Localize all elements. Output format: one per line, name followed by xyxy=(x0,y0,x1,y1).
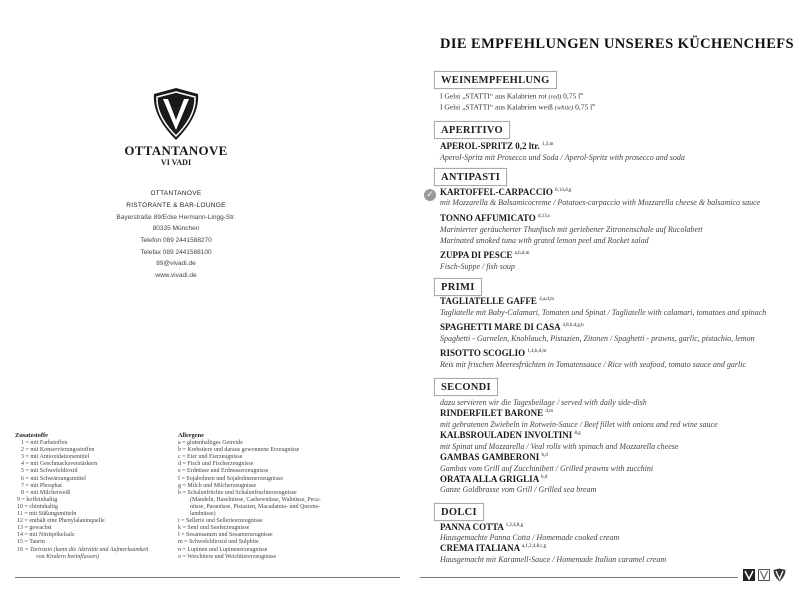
wine-item xyxy=(440,91,583,101)
dish-name xyxy=(440,213,550,223)
allergen-codes: 8,g xyxy=(574,431,581,436)
additive-item: 15 = Taurin xyxy=(17,539,45,546)
contact-line: 80335 München xyxy=(152,225,200,232)
contact-line: Telefon 089 2441588270 xyxy=(140,237,212,244)
additive-item: 3 = mit Antioxidationsmittel xyxy=(21,454,90,461)
additive-item: 7 = mit Phosphat xyxy=(21,482,62,489)
allergen-codes: b,d xyxy=(540,475,548,480)
shield-logo-icon xyxy=(150,86,202,142)
contact-line: Bayerstraße 89/Ecke Hermann-Lingg-Str. xyxy=(116,214,236,221)
dish-title: CREMA ITALIANA xyxy=(440,543,520,553)
allergen-item: nüsse, Paranüsse, Pistazien, Macadamia- und Queens- xyxy=(190,503,320,510)
contact-line: RISTORANTE & BAR-LOUNGE xyxy=(126,202,226,209)
dish-title: ORATA ALLA GRIGLIA xyxy=(440,474,539,484)
section-header: APERITIVO xyxy=(434,121,510,139)
dish-name xyxy=(440,430,581,440)
dish-title: SPAGHETTI MARE DI CASA xyxy=(440,322,561,332)
dish-name xyxy=(440,543,546,553)
allergen-item: i = Sellerie und Sellerieerzeugnisse xyxy=(178,518,263,525)
wine-text: (red) xyxy=(548,93,562,101)
dish-description: Tagliatelle mit Baby-Calamari, Tomaten und Spinat / Tagliatelle with calamari, tomatoes and spinach xyxy=(440,308,767,317)
additives-title: Zusatzstoffe xyxy=(15,432,48,439)
allergen-codes: b,d xyxy=(541,453,548,458)
dish-description: Hausgemachte Panna Cotta / Homemade cooked cream xyxy=(440,533,620,542)
dish-description: mit Mozzarella & Balsamicocreme / Potatoes-carpaccio with Mozzarella cheese & balsamico sauce xyxy=(440,198,761,207)
dish-name xyxy=(440,474,547,484)
additive-item: 13 = gewachst xyxy=(17,525,52,532)
additive-item: 6 = mit Schwärzungsmittel xyxy=(21,475,86,482)
additive-item: 1 = mit Farbstoffen xyxy=(21,440,68,446)
allergen-item: o = Weichtiere und Weichtiererzeugnisse xyxy=(178,553,277,560)
dish-name xyxy=(440,250,529,260)
allergen-codes: 1,4,b,d,m xyxy=(527,349,547,354)
allergen-item: m = Schwefeldioxid und Sulphite xyxy=(178,539,259,546)
wine-text: m xyxy=(580,91,584,96)
dish-name xyxy=(440,522,523,532)
dish-name xyxy=(440,452,548,462)
allergen-item: n = Lupinen und Lupinenerzeugnisse xyxy=(178,546,268,553)
divider xyxy=(15,577,400,578)
wine-text: 0,75 l xyxy=(573,102,593,112)
logo-dark-square-icon xyxy=(743,569,755,581)
contact-line: OTTANTANOVE xyxy=(150,190,202,197)
allergen-item: d = Fisch und Fischerzeugnisse xyxy=(178,461,254,468)
dish-title: KALBSROULADEN INVOLTINI xyxy=(440,430,573,440)
dish-title: TONNO AFFUMICATO xyxy=(440,213,536,223)
additive-item: 11 = mit Süßungsmitteln xyxy=(17,511,77,517)
dish-description: Hausgemacht mit Karamell-Sauce / Homemade Italian caramel cream xyxy=(440,555,667,564)
wine-text: I Gelsi „STATTI“ aus Kalabrien rot xyxy=(440,91,549,101)
additive-item: 16 = Tartrazin (kann die Aktivität und Aufmerksamkeit xyxy=(17,546,149,553)
wine-text: (white) xyxy=(554,104,574,112)
allergen-codes: d,13,s xyxy=(538,214,550,219)
allergen-codes: 8,14,d,g xyxy=(555,188,572,193)
dish-name xyxy=(440,141,553,151)
allergen-codes: 4,8,b,d,g,h xyxy=(562,323,584,328)
dish-description: Marinated smoked tuna with grated lemon peel and Rocket salad xyxy=(440,236,649,245)
dish-title: TAGLIATELLE GAFFE xyxy=(440,296,537,306)
allergen-codes: 1,3,m xyxy=(541,142,554,147)
allergen-item: a = glutenhaltiges Getreide xyxy=(178,440,243,446)
section-header: WEINEMPFEHLUNG xyxy=(434,71,557,89)
wine-text: m xyxy=(592,102,596,107)
allergens-title: Allergene xyxy=(178,432,204,439)
dish-name xyxy=(440,408,553,418)
section-header: SECONDI xyxy=(434,378,498,396)
additive-item: 12 = enthält eine Phenylalaninquelle xyxy=(17,518,105,525)
allergen-item: (Mandeln, Haselnüsse, Cashewnüsse, Walnüsse, Peca- xyxy=(190,496,321,503)
dish-description: mit Spinat und Mozzarella / Veal rolls with spinach and Mozzarella cheese xyxy=(440,442,679,451)
dish-title: APEROL-SPRITZ 0,2 ltr. xyxy=(440,141,540,151)
wine-text: I Gelsi „STATTI“ aus Kalabrien weiß xyxy=(440,102,555,112)
dish-name xyxy=(440,322,584,332)
contact-line: Telefax 089 2441588100 xyxy=(140,249,212,256)
dish-name xyxy=(440,348,546,358)
allergen-codes: 4,a,d,m xyxy=(539,297,555,302)
dish-description: mit gebratenen Zwiebeln in Rotwein-Sauce / Beef fillet with onions and red wine sauce xyxy=(440,420,718,429)
allergen-item: g = Milch und Milcherzeugnisse xyxy=(178,482,257,489)
wine-text: 0,75 l xyxy=(561,91,581,101)
additive-item: 5 = mit Schwefeldioxid xyxy=(21,468,78,475)
dish-title: GAMBAS GAMBERONI xyxy=(440,452,540,462)
allergen-item: b = Krebstiere und daraus gewonnene Erzeugnisse xyxy=(178,447,300,454)
additive-item: 14 = mit Nitritpökelsalz xyxy=(17,532,75,539)
allergen-item: h = Schalenfrüchte und Schalenfruchterzeugnisse xyxy=(178,489,297,496)
dish-title: ZUPPA DI PESCE xyxy=(440,250,513,260)
dish-title: PANNA COTTA xyxy=(440,522,504,532)
check-icon[interactable]: ✓ xyxy=(424,189,436,201)
dish-description: Gambas vom Grill auf Zucchinibett / Grilled prawns with zucchini xyxy=(440,464,654,473)
dish-name xyxy=(440,296,554,306)
allergen-codes: a,1,2,4,8,c,g xyxy=(521,544,547,549)
dish-description: Fisch-Suppe / fish soup xyxy=(440,262,515,271)
dish-description: Reis mit frischen Meeresfrüchten in Tomatensauce / Rice with seafood, tomato sauce and garlic xyxy=(440,360,747,369)
contact-line: 89@vivadi.de xyxy=(156,260,196,267)
dish-description: Spaghetti - Garnelen, Knoblauch, Pistazien, Zitonen / Spaghetti - prawns, garlic, pistachio, lemon xyxy=(440,334,755,343)
divider xyxy=(420,577,738,578)
allergen-codes: 1,2,4,8,g xyxy=(505,523,524,528)
dish-description: Aperol-Spritz mit Prosecco und Soda / Aperol-Spritz with prosecco and soda xyxy=(440,153,685,162)
section-note: dazu servieren wir die Tagesbeilage / served with daily side-dish xyxy=(440,398,647,407)
section-header: ANTIPASTI xyxy=(434,168,507,186)
allergen-codes: 4,m xyxy=(545,409,553,414)
additive-item: 10 = chininhaltig xyxy=(17,503,59,510)
dish-description: Marinierter geräucherter Thunfisch mit geriebener Zitronenschale auf Rucolabett xyxy=(440,225,703,234)
additive-item: 8 = mit Milcheiweiß xyxy=(21,489,71,496)
brand-name: OTTANTANOVE xyxy=(124,143,228,158)
allergen-item: c = Eier und Eierzeugnisse xyxy=(178,454,243,461)
allergen-item: e = Erdnüsse und Erdnusserzeugnisse xyxy=(178,468,269,475)
wine-item xyxy=(440,102,595,112)
allergen-codes: a,b,d,m xyxy=(514,251,530,256)
dish-title: KARTOFFEL-CARPACCIO xyxy=(440,187,553,197)
dish-name xyxy=(440,187,571,197)
additive-item: 9 = koffeinhaltig xyxy=(17,496,58,503)
dish-description: Ganze Goldbrasse vom Grill / Grilled sea bream xyxy=(440,485,597,494)
section-header: DOLCI xyxy=(434,503,484,521)
additive-item: 2 = mit Konservierungsstoffen xyxy=(21,447,95,454)
additive-item: 4 = mit Geschmacksverstärkern xyxy=(21,461,98,468)
allergen-item: k = Senf und Senferzeugnisse xyxy=(178,525,250,532)
logo-shield-icon xyxy=(773,568,786,582)
allergen-item: l = Sesamsamen und Sesamerzeugnisse xyxy=(178,532,273,539)
contact-line: www.vivadi.de xyxy=(155,272,197,279)
dish-title: RINDERFILET BARONE xyxy=(440,408,544,418)
dish-title: RISOTTO SCOGLIO xyxy=(440,348,526,358)
additive-item: von Kindern beeinflussen) xyxy=(36,553,99,560)
allergen-item: f = Sojabohnen und Sojabohnenerzeugnisse xyxy=(178,475,284,482)
allergen-item: landnüsse) xyxy=(190,511,216,517)
section-header: PRIMI xyxy=(434,278,482,296)
brand-subtitle: VI VADI xyxy=(160,158,192,167)
logo-outline-square-icon xyxy=(758,569,770,581)
page-title: DIE EMPFEHLUNGEN UNSERES KÜCHENCHEFS xyxy=(440,36,794,52)
